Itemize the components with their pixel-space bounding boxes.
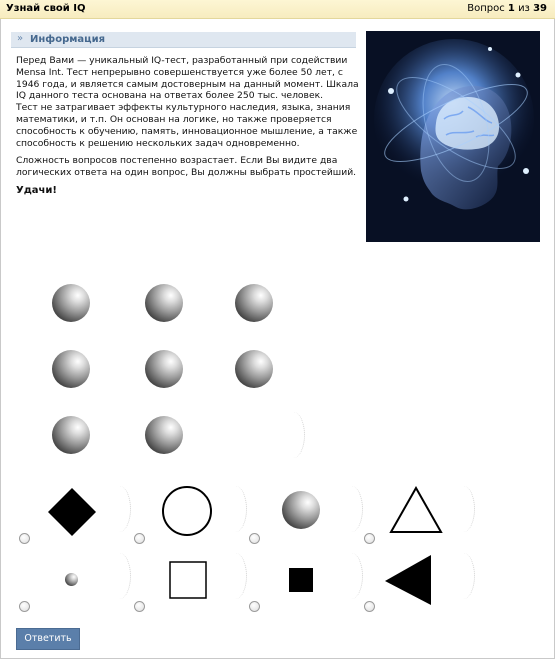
submit-answer-button[interactable]: Ответить [16,628,80,650]
info-paragraph-2: Тест не затрагивает эффекты культурного наследия, языка, знания математики, и т.п. Он основан на логике, но также проверяется способность к обучению, память, инновационное мышление, а также способность к решению нескольких задач одновременно. [16,102,358,149]
grid-sphere [145,350,183,388]
brain-image [366,31,540,242]
diamond-shape [46,486,98,538]
option-divider [108,486,131,532]
answer-radio[interactable] [134,533,145,544]
answer-radio[interactable] [364,533,375,544]
double-arrow-icon: » [17,33,24,44]
circle-shape [161,485,213,537]
answer-radio[interactable] [19,601,30,612]
answer-radio[interactable] [364,601,375,612]
grid-sphere [145,284,183,322]
answer-radio[interactable] [249,533,260,544]
top-bar [0,0,555,19]
total-questions: 39 [533,3,547,14]
counter-mid: из [518,3,530,14]
sphere-shape [282,491,320,529]
answer-radio[interactable] [249,601,260,612]
grid-sphere [52,416,90,454]
info-paragraph-1: Перед Вами — уникальный IQ-тест, разработанный при содействии Mensa Int. Тест непрерывно совершенствуется уже более 50 лет, с 1946 года, и является самым достоверным на данный момент. Шкала IQ данного теста основана на ответах более 250 тыс. человек. [16,55,359,102]
counter-prefix: Вопрос [467,3,505,14]
option-divider [224,553,247,599]
answer-radio[interactable] [19,533,30,544]
square-shape [169,561,207,599]
current-question: 1 [507,3,515,14]
missing-cell [282,412,305,458]
option-divider [224,486,247,532]
option-divider [452,486,475,532]
grid-sphere [145,416,183,454]
triangle-shape [389,486,443,534]
option-divider [340,553,363,599]
brain-illustration [366,31,540,242]
info-paragraph-3: Сложность вопросов постепенно возрастает. Если Вы видите два логических ответа на один вопрос, Вы должны выбрать простейший. [16,155,357,179]
question-counter [467,3,547,14]
grid-sphere [52,284,90,322]
filled-triangle-shape [383,553,433,607]
grid-sphere [235,284,273,322]
app-title: Узнай свой IQ [6,3,86,14]
grid-sphere [235,350,273,388]
option-divider [108,553,131,599]
answer-radio[interactable] [134,601,145,612]
small-sphere-shape [65,573,78,586]
option-divider [340,486,363,532]
info-section-header [11,32,356,48]
grid-sphere [52,350,90,388]
info-section-title: Информация [30,34,105,45]
good-luck-text: Удачи! [16,184,57,196]
filled-square-shape [289,568,313,592]
info-text [16,55,361,203]
option-divider [452,553,475,599]
